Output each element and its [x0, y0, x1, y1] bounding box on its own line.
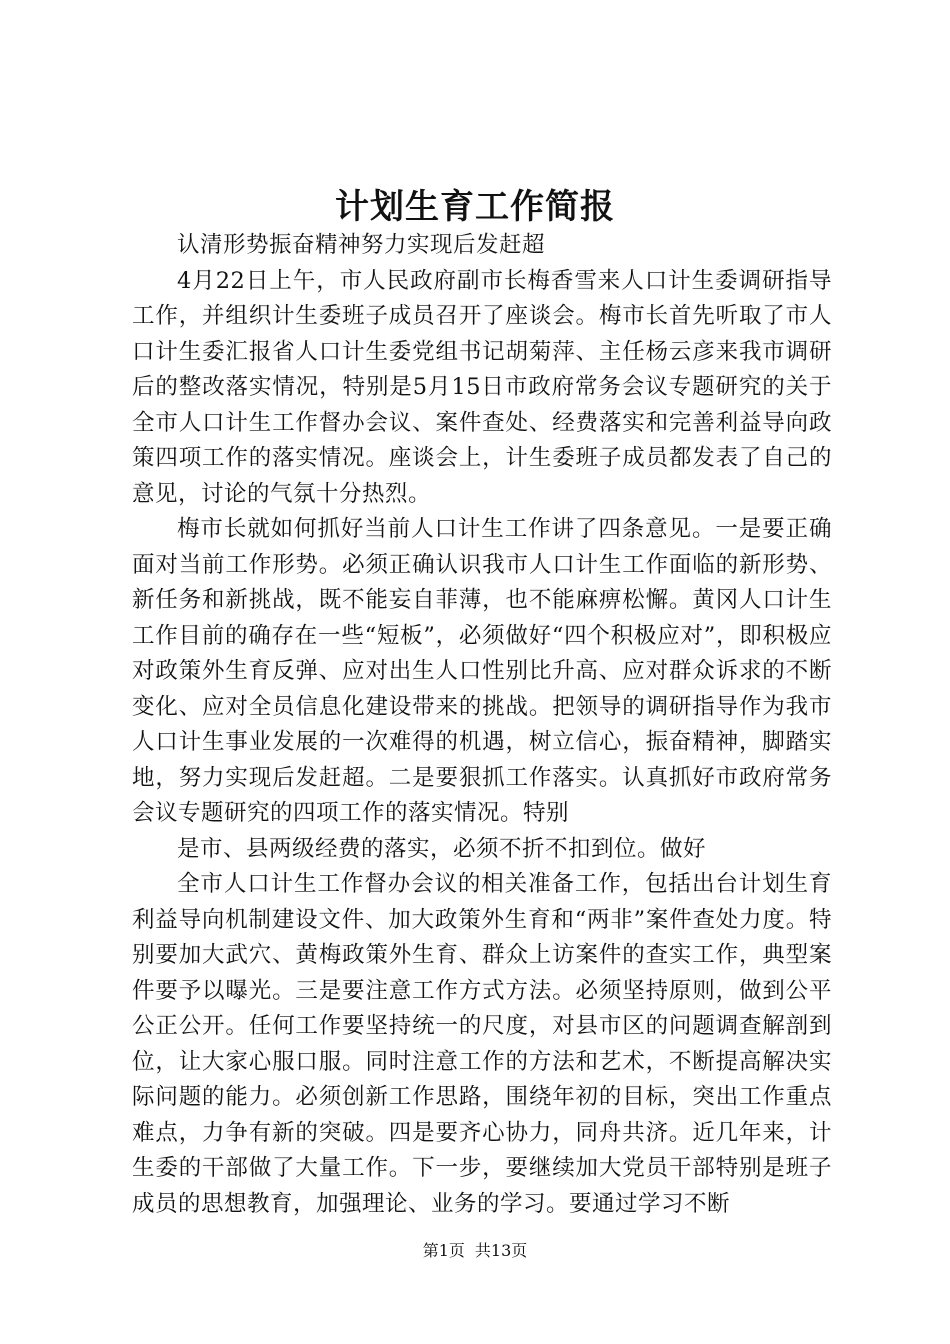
body-paragraph: 梅市长就如何抓好当前人口计生工作讲了四条意见。一是要正确面对当前工作形势。必须正确认识我市人口计生工作面临的新形势、新任务和新挑战，既不能妄自菲薄，也不能麻痹松懈。黄冈人口计生工作目前的确存在一些“短板”，必须做好“四个积极应对”，即积极应对政策外生育反弹、应对出生人口性别比升高、应对群众诉求的不断变化、应对全员信息化建设带来的挑战。把领导的调研指导作为我市人口计生事业发展的一次难得的机遇，树立信心，振奋精神，脚踏实地，努力实现后发赶超。二是要狠抓工作落实。认真抓好市政府常务会议专题研究的四项工作的落实情况。特别 [132, 516, 832, 826]
page-number-total: 共13页 [474, 1241, 528, 1260]
body-paragraph: 全市人口计生工作督办会议的相关准备工作，包括出台计划生育利益导向机制建设文件、加大政策外生育和“两非”案件查处力度。特别要加大武穴、黄梅政策外生育、群众上访案件的查实工作，典型案件要予以曝光。三是要注意工作方式方法。必须坚持原则，做到公平公正公开。任何工作要坚持统一的尺度，对县市区的问题调查解剖到位，让大家心服口服。同时注意工作的方法和艺术，不断提高解决实际问题的能力。必须创新工作思路，围绕年初的目标，突出工作重点难点，力争有新的突破。四是要齐心协力，同舟共济。近几年来，计生委的干部做了大量工作。下一步，要继续加大党员干部特别是班子成员的思想教育，加强理论、业务的学习。要通过学习不断 [132, 871, 832, 1217]
subtitle-paragraph: 认清形势振奋精神努力实现后发赶超 [177, 232, 546, 258]
body-paragraph: 是市、县两级经费的落实，必须不折不扣到位。做好 [177, 835, 707, 862]
document-body [132, 228, 832, 1222]
page-footer [0, 1239, 950, 1263]
document-title: 计划生育工作简报 [335, 187, 615, 227]
body-paragraph: 4月22日上午，市人民政府副市长梅香雪来人口计生委调研指导工作，并组织计生委班子成员召开了座谈会。梅市长首先听取了市人口计生委汇报省人口计生委党组书记胡菊萍、主任杨云彦来我市调研后的整改落实情况，特别是5月15日市政府常务会议专题研究的关于全市人口计生工作督办会议、案件查处、经费落实和完善利益导向政策四项工作的落实情况。座谈会上，计生委班子成员都发表了自己的意见，讨论的气氛十分热烈。 [132, 267, 832, 507]
page-number-current: 第1页 [422, 1241, 465, 1260]
